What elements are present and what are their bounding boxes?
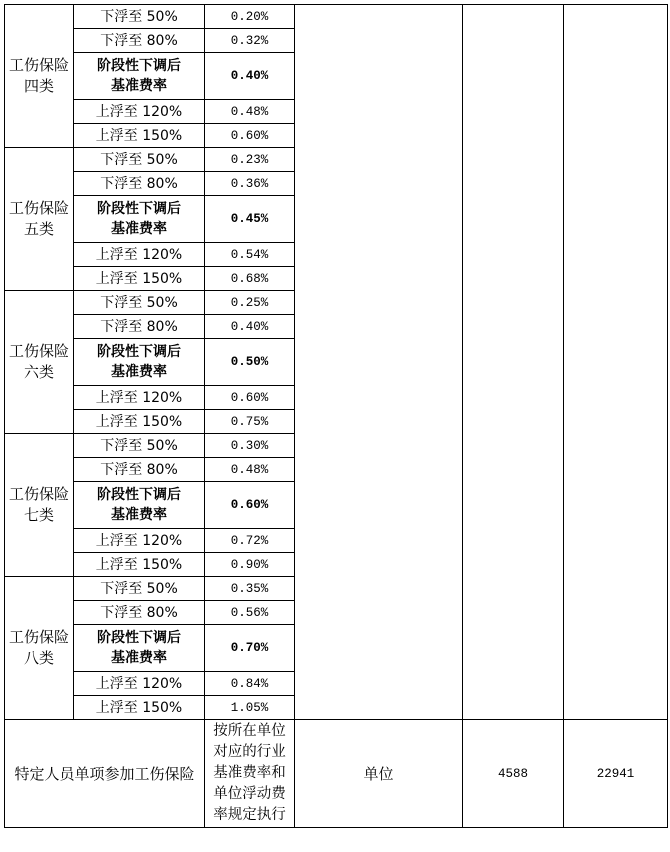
rate-value: 0.50% — [205, 339, 295, 386]
rate-level-label — [74, 53, 205, 100]
category-class: 五类 — [23, 220, 54, 238]
special-row — [5, 720, 668, 828]
special-rate-rule — [205, 720, 295, 828]
category-class: 六类 — [23, 363, 54, 381]
rate-level-label: 上浮至 150% — [74, 410, 205, 434]
category-class: 八类 — [23, 649, 54, 667]
rate-level-label-line: 阶段性下调后 — [97, 201, 181, 217]
category-name: 工伤保险 — [8, 342, 69, 360]
special-value-a: 4588 — [463, 720, 564, 828]
rate-level-label-line: 阶段性下调后 — [97, 487, 181, 503]
special-rate-rule-line: 对应的行业 — [213, 744, 286, 760]
category-name: 工伤保险 — [8, 56, 69, 74]
rate-level-label-line: 阶段性下调后 — [97, 630, 181, 646]
rate-level-label: 下浮至 50% — [74, 5, 205, 29]
rate-level-label — [74, 196, 205, 243]
rate-value: 0.60% — [205, 482, 295, 529]
rate-value: 0.56% — [205, 601, 295, 625]
rate-level-label: 上浮至 120% — [74, 100, 205, 124]
category-name: 工伤保险 — [8, 485, 69, 503]
special-value-b: 22941 — [564, 720, 668, 828]
rate-level-label: 下浮至 50% — [74, 577, 205, 601]
category-cell — [5, 291, 74, 434]
rate-value: 0.54% — [205, 243, 295, 267]
rate-level-label: 下浮至 50% — [74, 148, 205, 172]
rate-level-label-line: 阶段性下调后 — [97, 58, 181, 74]
special-rate-rule-line: 基准费率和 — [213, 765, 286, 781]
category-name: 工伤保险 — [8, 199, 69, 217]
rate-value: 0.60% — [205, 386, 295, 410]
category-name: 工伤保险 — [8, 628, 69, 646]
rate-value: 0.72% — [205, 529, 295, 553]
rate-level-label — [74, 482, 205, 529]
rate-level-label: 下浮至 80% — [74, 172, 205, 196]
category-cell — [5, 5, 74, 148]
rate-value: 1.05% — [205, 696, 295, 720]
rate-level-label: 下浮至 80% — [74, 601, 205, 625]
value-b-column-empty — [564, 5, 668, 720]
rate-value: 0.20% — [205, 5, 295, 29]
rate-level-label-line: 基准费率 — [111, 221, 167, 237]
rate-value: 0.70% — [205, 625, 295, 672]
table-body — [5, 5, 668, 828]
category-cell — [5, 148, 74, 291]
rate-value: 0.90% — [205, 553, 295, 577]
rate-level-label: 上浮至 120% — [74, 243, 205, 267]
rate-level-label — [74, 339, 205, 386]
rate-level-label-line: 基准费率 — [111, 507, 167, 523]
table-row — [5, 5, 668, 29]
value-a-column-empty — [463, 5, 564, 720]
rate-value: 0.40% — [205, 53, 295, 100]
rate-value: 0.48% — [205, 100, 295, 124]
rate-level-label: 下浮至 80% — [74, 458, 205, 482]
rate-level-label: 上浮至 150% — [74, 124, 205, 148]
category-cell — [5, 577, 74, 720]
rate-level-label: 上浮至 150% — [74, 553, 205, 577]
rate-value: 0.60% — [205, 124, 295, 148]
special-item-name: 特定人员单项参加工伤保险 — [5, 720, 205, 828]
rate-value: 0.23% — [205, 148, 295, 172]
rate-level-label: 上浮至 120% — [74, 672, 205, 696]
rate-level-label — [74, 625, 205, 672]
rate-level-label: 下浮至 80% — [74, 29, 205, 53]
insurance-rate-table-container — [4, 4, 668, 828]
rate-value: 0.84% — [205, 672, 295, 696]
special-payer: 单位 — [295, 720, 463, 828]
rate-value: 0.25% — [205, 291, 295, 315]
rate-level-label-line: 阶段性下调后 — [97, 344, 181, 360]
rate-value: 0.45% — [205, 196, 295, 243]
rate-level-label: 下浮至 50% — [74, 434, 205, 458]
rate-value: 0.36% — [205, 172, 295, 196]
rate-value: 0.35% — [205, 577, 295, 601]
category-cell — [5, 434, 74, 577]
rate-value: 0.75% — [205, 410, 295, 434]
rate-level-label: 上浮至 150% — [74, 267, 205, 291]
category-class: 四类 — [23, 77, 54, 95]
rate-level-label-line: 基准费率 — [111, 650, 167, 666]
rate-level-label: 上浮至 120% — [74, 529, 205, 553]
rate-level-label: 下浮至 50% — [74, 291, 205, 315]
special-rate-rule-line: 率规定执行 — [213, 807, 286, 823]
insurance-rate-table — [4, 4, 668, 828]
rate-value: 0.30% — [205, 434, 295, 458]
category-class: 七类 — [23, 506, 54, 524]
special-rate-rule-line: 单位浮动费 — [213, 786, 286, 802]
rate-value: 0.68% — [205, 267, 295, 291]
rate-level-label: 上浮至 120% — [74, 386, 205, 410]
rate-level-label: 下浮至 80% — [74, 315, 205, 339]
rate-level-label-line: 基准费率 — [111, 364, 167, 380]
payer-column-empty — [295, 5, 463, 720]
rate-value: 0.40% — [205, 315, 295, 339]
rate-level-label-line: 基准费率 — [111, 78, 167, 94]
rate-level-label: 上浮至 150% — [74, 696, 205, 720]
rate-value: 0.48% — [205, 458, 295, 482]
special-rate-rule-line: 按所在单位 — [213, 723, 286, 739]
rate-value: 0.32% — [205, 29, 295, 53]
